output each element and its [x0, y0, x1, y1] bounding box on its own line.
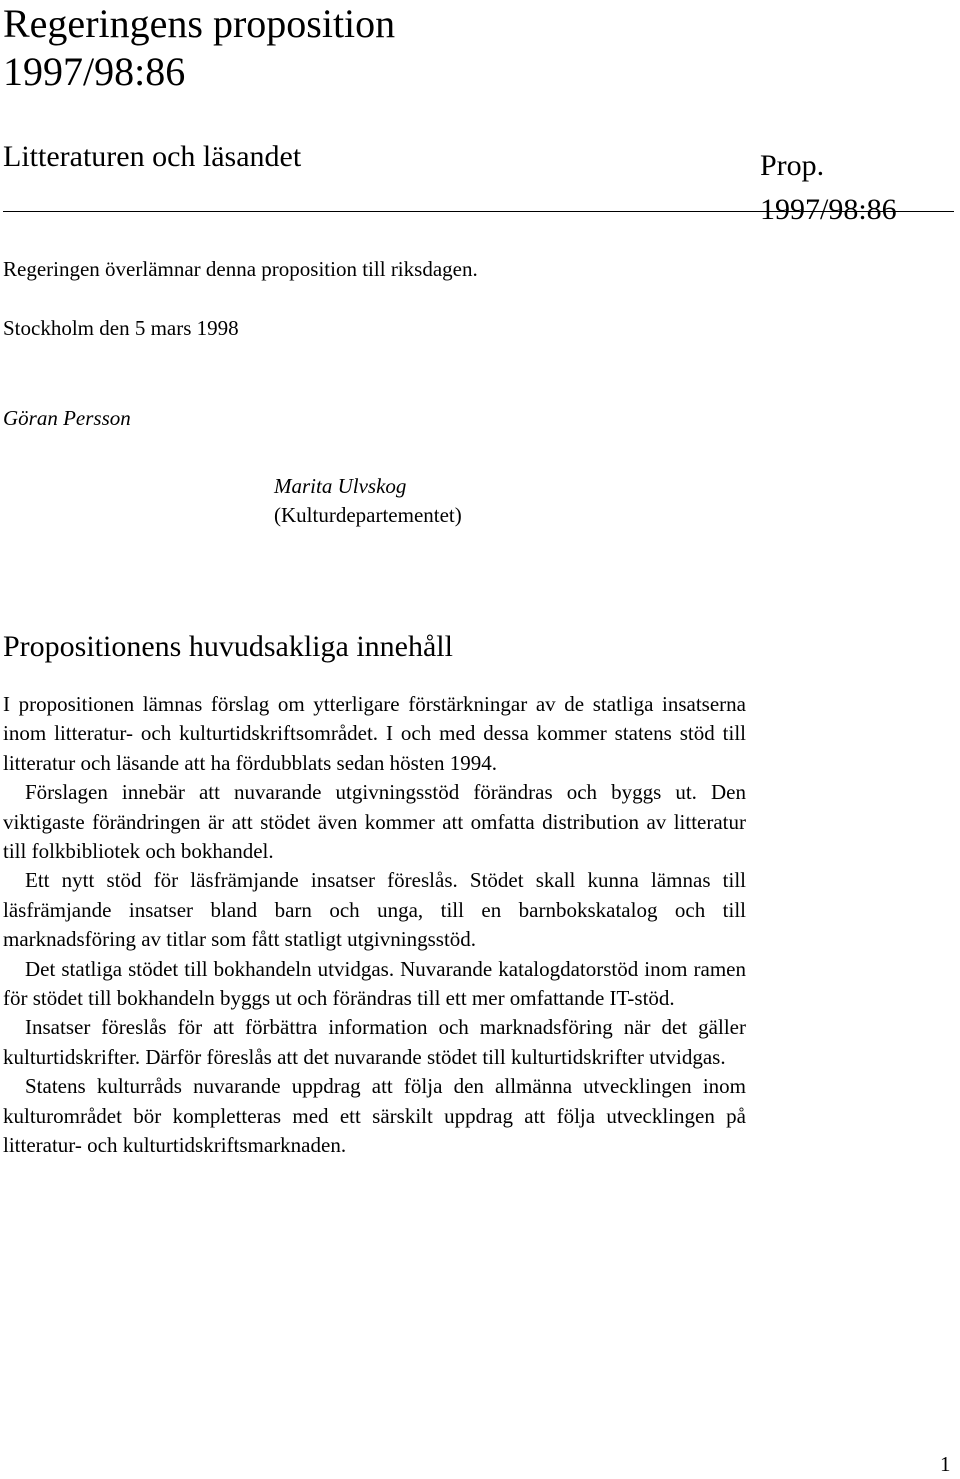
- summary-paragraph-4: Det statliga stödet till bokhandeln utvidgas. Nuvarande katalogdatorstöd inom ramen för stödet till bokhandeln byggs ut och förändras till ett mer omfattande IT-stöd.: [3, 956, 746, 1011]
- summary-paragraph-5: Insatser föreslås för att förbättra information och marknadsföring när det gäller kulturtidskrifter. Därför föreslås att det nuvarande stödet till kulturtidskrifter utvidgas.: [3, 1015, 746, 1069]
- signature-prime-minister: Göran Persson: [3, 406, 131, 430]
- signature-minister-block: [274, 472, 462, 530]
- document-title: [3, 0, 395, 96]
- document-title-line-2: 1997/98:86: [3, 49, 186, 94]
- page-number: 1: [940, 1452, 951, 1476]
- summary-paragraph-2: Förslagen innebär att nuvarande utgivningsstöd förändras och byggs ut. Den viktigaste förändringen är att stödet även kommer att omfatta distribution av litteratur till folkbibliotek och bokhandel.: [3, 780, 746, 864]
- place-and-date: Stockholm den 5 mars 1998: [3, 316, 239, 340]
- proposition-label-line-2: 1997/98:86: [760, 193, 897, 226]
- summary-text: [3, 690, 746, 1161]
- header-divider: [3, 211, 954, 212]
- proposition-label-line-1: Prop.: [760, 149, 825, 182]
- signature-department: (Kulturdepartementet): [274, 503, 462, 527]
- document-subtitle: Litteraturen och läsandet: [3, 140, 302, 173]
- summary-paragraph-3: Ett nytt stöd för läsfrämjande insatser föreslås. Stödet skall kunna lämnas till läsfrämjande insatser bland barn och unga, till en barnbokskatalog och till marknadsföring av titlar som fått statligt utgivningsstöd.: [3, 868, 746, 952]
- document-title-line-1: Regeringens proposition: [3, 1, 396, 46]
- summary-paragraph-1: I propositionen lämnas förslag om ytterligare förstärkningar av de statliga insatserna inom litteratur- och kulturtidskriftsområdet. I och med dessa kommer statens stöd till litteratur och läsande att ha fördubblats sedan hösten 1994.: [3, 692, 746, 775]
- proposition-label: [760, 144, 897, 232]
- summary-paragraph-6: Statens kulturråds nuvarande uppdrag att följa den allmänna utvecklingen inom kulturområdet bör kompletteras med ett särskilt uppdrag att följa utvecklingen på litteratur- och kulturtidskriftsmarknaden.: [3, 1074, 746, 1158]
- signature-minister: Marita Ulvskog: [274, 474, 407, 498]
- section-heading: Propositionens huvudsakliga innehåll: [3, 630, 453, 663]
- transmittal-statement: Regeringen överlämnar denna proposition till riksdagen.: [3, 257, 478, 281]
